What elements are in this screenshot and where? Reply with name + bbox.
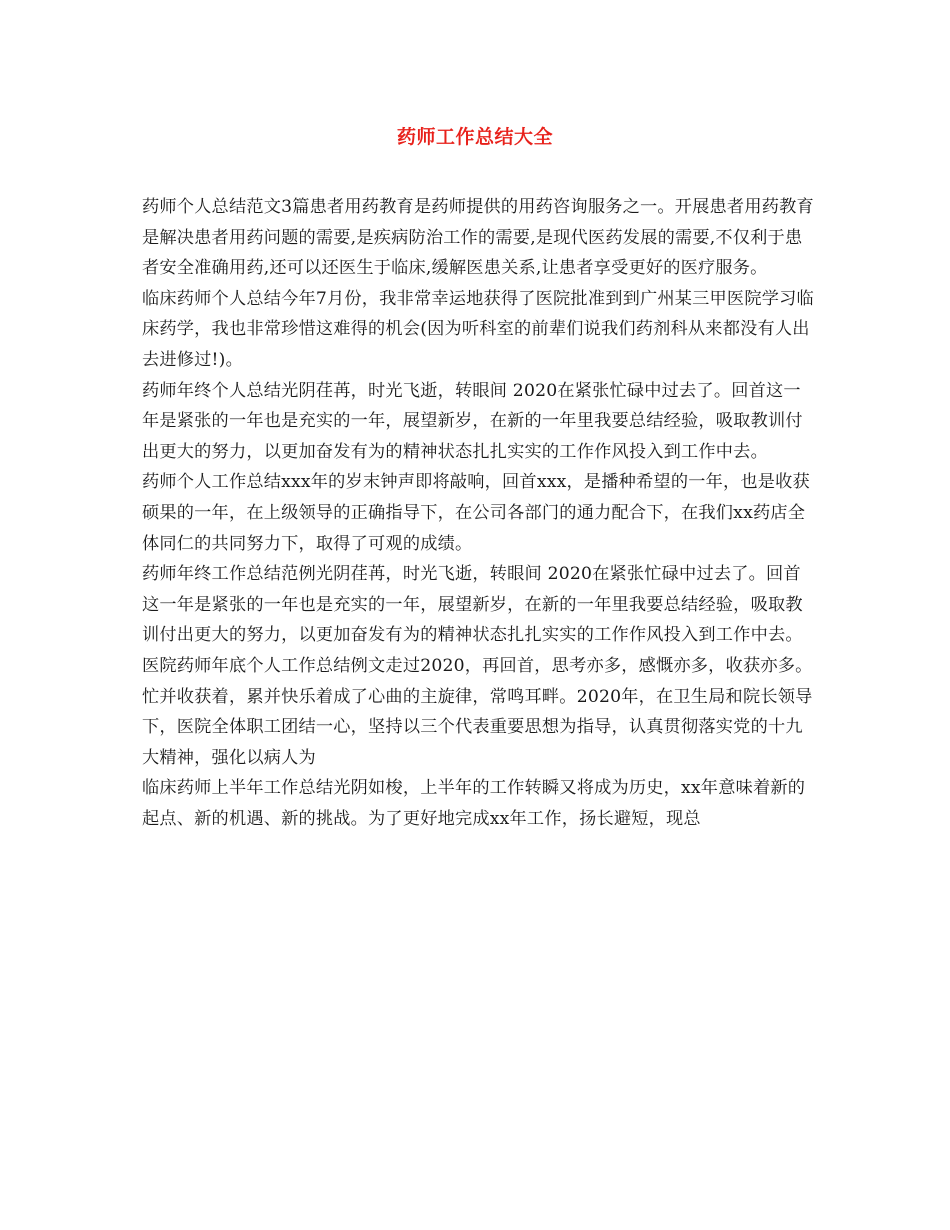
paragraph: 医院药师年底个人工作总结例文走过2020，再回首，思考亦多，感慨亦多，收获亦多。忙并收获着，累并快乐着成了心曲的主旋律，常鸣耳畔。2020年，在卫生局和院长领导下，医院全体职工团结一心，坚持以三个代表重要思想为指导，认真贯彻落实党的十九大精神，强化以病人为 <box>142 655 813 768</box>
paragraph: 临床药师个人总结今年7月份，我非常幸运地获得了医院批准到到广州某三甲医院学习临床药学，我也非常珍惜这难得的机会(因为听科室的前辈们说我们药剂科从来都没有人出去进修过!)。 <box>142 288 814 370</box>
paragraph: 药师年终工作总结范例光阴荏苒，时光飞逝，转眼间 2020在紧张忙碌中过去了。回首这一年是紧张的一年也是充实的一年，展望新岁，在新的一年里我要总结经验，吸取教训付出更大的努力，以更加奋发有为的精神状态扎扎实实的工作作风投入到工作中去。 <box>142 564 803 646</box>
document-body <box>142 192 814 834</box>
paragraph: 药师个人总结范文3篇患者用药教育是药师提供的用药咨询服务之一。开展患者用药教育是解决患者用药问题的需要,是疾病防治工作的需要,是现代医药发展的需要,不仅利于患者安全准确用药,还可以还医生于临床,缓解医患关系,让患者享受更好的医疗服务。 <box>142 197 814 279</box>
paragraph: 药师年终个人总结光阴荏苒，时光飞逝，转眼间 2020在紧张忙碌中过去了。回首这一年是紧张的一年也是充实的一年，展望新岁，在新的一年里我要总结经验，吸取教训付出更大的努力，以更加奋发有为的精神状态扎扎实实的工作作风投入到工作中去。 <box>142 380 803 462</box>
paragraph: 药师个人工作总结xxx年的岁末钟声即将敲响，回首xxx，是播种希望的一年，也是收获硕果的一年，在上级领导的正确指导下，在公司各部门的通力配合下，在我们xx药店全体同仁的共同努力下，取得了可观的成绩。 <box>142 472 810 554</box>
paragraph: 临床药师上半年工作总结光阴如梭，上半年的工作转瞬又将成为历史，xx年意味着新的起点、新的机遇、新的挑战。为了更好地完成xx年工作，扬长避短，现总 <box>142 778 806 829</box>
document-title: 药师工作总结大全 <box>396 126 553 148</box>
